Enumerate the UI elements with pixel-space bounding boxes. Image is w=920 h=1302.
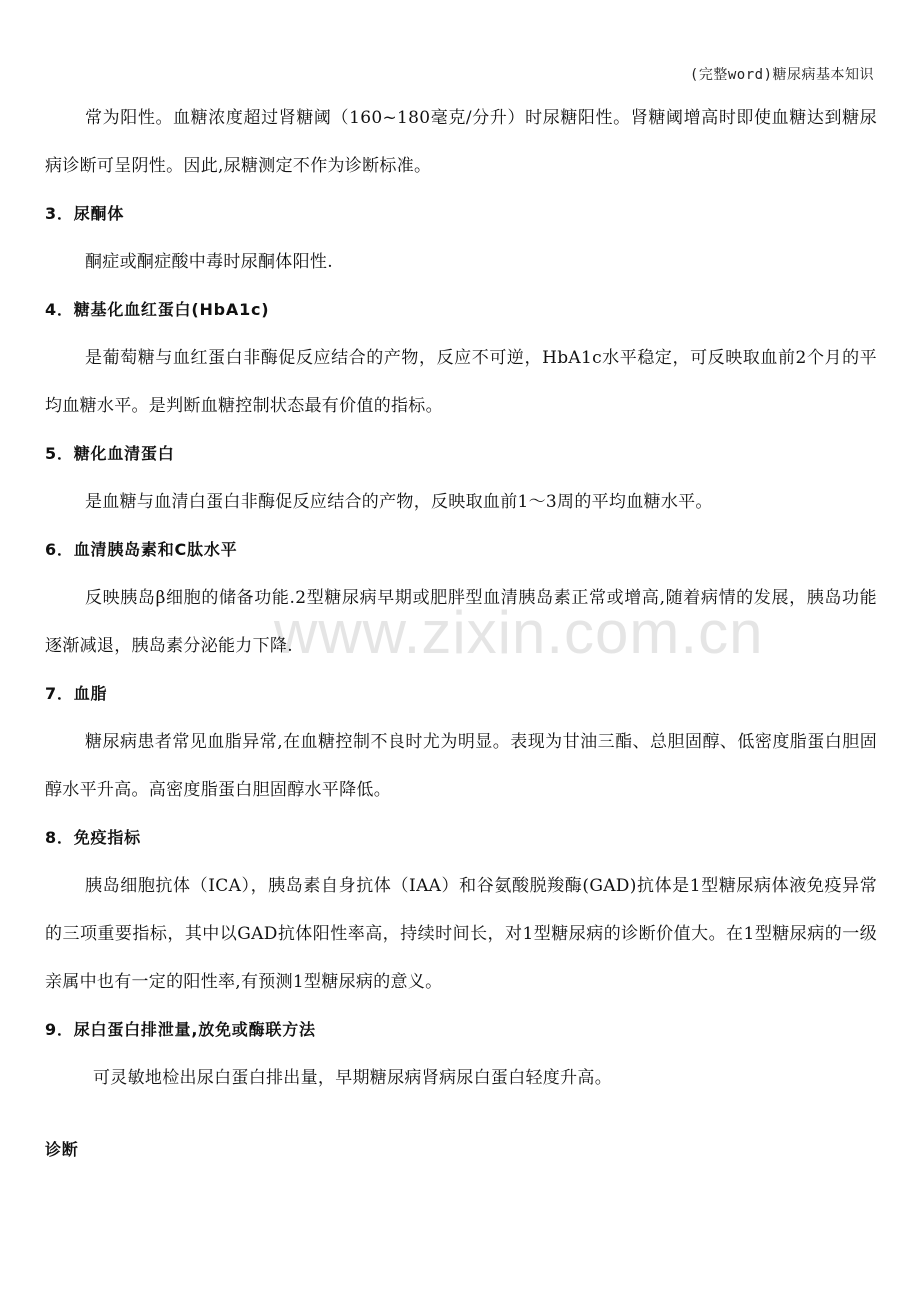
- document-body: [45, 94, 877, 1174]
- section-body-immune-markers: 胰岛细胞抗体（ICA），胰岛素自身抗体（IAA）和谷氨酸脱羧酶(GAD)抗体是1型糖尿病体液免疫异常的三项重要指标，其中以GAD抗体阳性率高，持续时间长，对1型糖尿病的诊断价值大。在1型糖尿病的一级亲属中也有一定的阳性率,有预测1型糖尿病的意义。: [45, 876, 877, 992]
- section-body-urine-ketone: 酮症或酮症酸中毒时尿酮体阳性.: [85, 252, 333, 272]
- section-heading-urine-ketone: 3．尿酮体: [45, 204, 125, 223]
- section-heading-glycated-serum-protein: 5．糖化血清蛋白: [45, 444, 175, 463]
- diagnosis-heading: 诊断: [45, 1140, 79, 1159]
- section-body-blood-lipids: 糖尿病患者常见血脂异常,在血糖控制不良时尤为明显。表现为甘油三酯、总胆固醇、低密度脂蛋白胆固醇水平升高。高密度脂蛋白胆固醇水平降低。: [45, 732, 877, 800]
- section-heading-urine-albumin: 9．尿白蛋白排泄量,放免或酶联方法: [45, 1020, 316, 1039]
- section-heading-immune-markers: 8．免疫指标: [45, 828, 141, 847]
- section-body-urine-albumin: 可灵敏地检出尿白蛋白排出量，早期糖尿病肾病尿白蛋白轻度升高。: [93, 1068, 612, 1088]
- section-body-hba1c: 是葡萄糖与血红蛋白非酶促反应结合的产物，反应不可逆，HbA1c水平稳定，可反映取血前2个月的平均血糖水平。是判断血糖控制状态最有价值的指标。: [45, 348, 877, 416]
- section-heading-blood-lipids: 7．血脂: [45, 684, 108, 703]
- watermark-text: www.zixin.com.cn: [274, 599, 764, 666]
- intro-paragraph: 常为阳性。血糖浓度超过肾糖阈（160~180毫克/分升）时尿糖阳性。肾糖阈增高时即使血糖达到糖尿病诊断可呈阴性。因此,尿糖测定不作为诊断标准。: [45, 108, 877, 176]
- section-heading-insulin-c-peptide: 6．血清胰岛素和C肽水平: [45, 540, 238, 559]
- section-body-insulin-c-peptide: 反映胰岛β细胞的储备功能.2型糖尿病早期或肥胖型血清胰岛素正常或增高,随着病情的发展，胰岛功能逐渐减退，胰岛素分泌能力下降.: [45, 588, 877, 656]
- section-body-glycated-serum-protein: 是血糖与血清白蛋白非酶促反应结合的产物，反映取血前1～3周的平均血糖水平。: [85, 492, 713, 512]
- section-spacer: [45, 1102, 877, 1126]
- section-heading-hba1c: 4．糖基化血红蛋白(HbA1c): [45, 300, 270, 319]
- running-header: (完整word)糖尿病基本知识: [689, 67, 874, 83]
